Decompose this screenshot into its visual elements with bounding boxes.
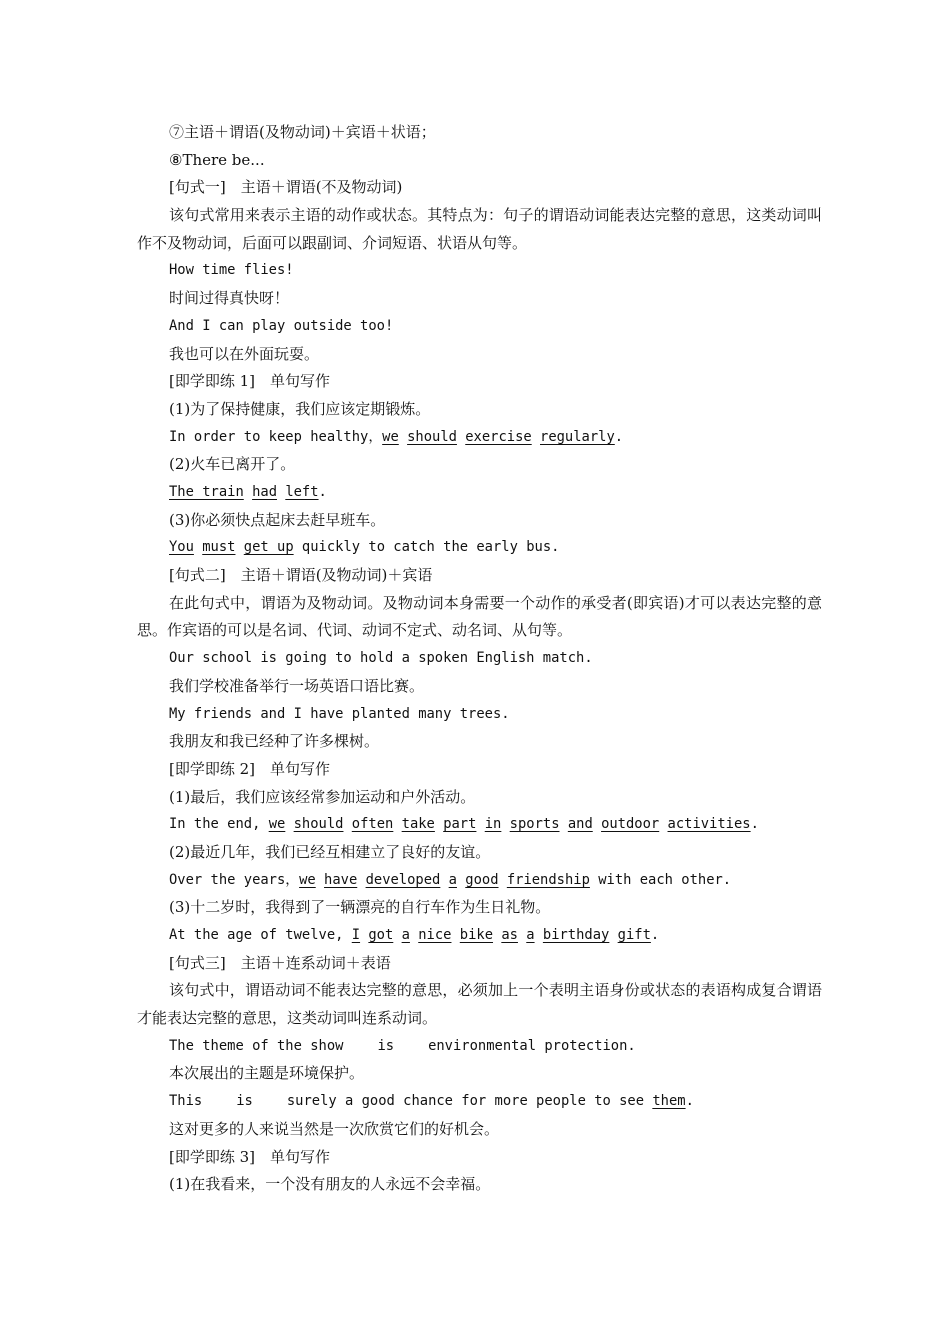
answer-blank: I: [351, 927, 361, 943]
example-subject: This: [169, 1093, 203, 1110]
section-3-example-2-zh: 这对更多的人来说当然是一次欣赏它们的好机会。: [169, 1119, 500, 1138]
answer-blank: a: [401, 927, 410, 943]
answer-blank: good: [465, 871, 499, 888]
answer-blank: outdoor: [601, 816, 660, 833]
answer-text: .: [318, 483, 327, 500]
section-3-example-1-en: [137, 1033, 822, 1061]
practice-1-question-3: (3)你必须快点起床去赶早班车。: [169, 510, 386, 529]
example-underlined-word: them: [652, 1093, 686, 1110]
answer-blank: we: [299, 871, 316, 888]
answer-blank: bike: [459, 927, 494, 943]
practice-2-answer-2: [137, 867, 822, 895]
pattern-item-8: ⑧There be...: [169, 150, 265, 169]
section-1-example-2-zh: 我也可以在外面玩耍。: [169, 344, 320, 363]
section-2-example-1-en: Our school is going to hold a spoken English match.: [169, 650, 593, 667]
answer-blank: should: [293, 816, 344, 833]
answer-blank: You: [169, 539, 194, 556]
answer-blank: have: [324, 871, 358, 888]
practice-1-answer-2: [137, 479, 822, 507]
section-3-example-1-zh: 本次展出的主题是环境保护。: [169, 1064, 365, 1083]
example-linking-verb: is: [377, 1037, 395, 1054]
answer-text: In the end,: [169, 816, 269, 833]
answer-blank: take: [401, 816, 435, 833]
section-3-description: 该句式中，谓语动词不能表达完整的意思，必须加上一个表明主语身份或状态的表语构成复合谓语才能表达完整的意思，这类动词叫连系动词。: [137, 981, 822, 1028]
answer-blank: sports: [509, 816, 560, 833]
answer-blank: friendship: [506, 871, 590, 888]
document-body: [137, 119, 822, 1199]
practice-2-answer-1: [137, 811, 822, 839]
answer-blank: as: [501, 927, 518, 943]
answer-blank: developed: [365, 871, 441, 888]
example-linking-verb: is: [236, 1093, 253, 1110]
answer-blank: and: [567, 816, 593, 833]
answer-text: Over the years，: [169, 871, 300, 888]
example-text: .: [685, 1093, 694, 1110]
answer-blank: activities: [667, 816, 751, 833]
answer-blank: in: [484, 816, 502, 833]
section-2-example-2-zh: 我朋友和我已经种了许多棵树。: [169, 732, 380, 751]
section-1-description: 该句式常用来表示主语的动作或状态。其特点为：句子的谓语动词能表达完整的意思，这类动词叫作不及物动词，后面可以跟副词、介词短语、状语从句等。: [137, 206, 822, 252]
answer-blank: left: [285, 483, 319, 500]
section-2-heading: [句式二] 主语＋谓语(及物动词)＋宾语: [169, 566, 433, 585]
answer-text: with each other.: [589, 871, 732, 888]
practice-2-answer-3: [137, 922, 822, 950]
practice-1-answer-1: [137, 424, 822, 452]
section-1-example-1-en: How time flies!: [169, 262, 294, 279]
practice-2-question-1: (1)最后，我们应该经常参加运动和户外活动。: [169, 787, 476, 806]
practice-1-question-2: (2)火车已离开了。: [169, 455, 296, 474]
answer-blank: we: [382, 428, 399, 445]
answer-text: At the age of twelve,: [169, 927, 352, 943]
pattern-item-7: ⑦主语＋谓语(及物动词)＋宾语＋状语；: [169, 123, 436, 141]
answer-blank: part: [443, 816, 477, 833]
answer-text: .: [614, 428, 624, 445]
practice-2-question-3: (3)十二岁时，我得到了一辆漂亮的自行车作为生日礼物。: [169, 898, 551, 917]
practice-2-question-2: (2)最近几年，我们已经互相建立了良好的友谊。: [169, 842, 491, 861]
section-3-example-2-en: [137, 1088, 822, 1116]
answer-text: quickly to catch the early bus.: [293, 539, 560, 556]
answer-blank: exercise: [465, 428, 532, 445]
practice-2-heading: [即学即练 2] 单句写作: [169, 759, 331, 778]
answer-blank: a: [526, 927, 535, 943]
answer-blank: get up: [243, 539, 294, 556]
answer-text: .: [750, 816, 759, 833]
answer-blank: regularly: [540, 428, 615, 445]
answer-blank: must: [202, 539, 236, 556]
answer-text: In order to keep healthy，: [169, 428, 383, 445]
practice-1-question-1: (1)为了保持健康，我们应该定期锻炼。: [169, 399, 431, 418]
section-2-example-1-zh: 我们学校准备举行一场英语口语比赛。: [169, 676, 425, 695]
practice-1-answer-3: [137, 534, 822, 562]
answer-blank: birthday: [542, 927, 610, 943]
example-predicative: environmental protection.: [428, 1037, 636, 1054]
answer-blank: gift: [617, 927, 651, 943]
answer-blank: had: [252, 483, 277, 500]
answer-blank: often: [351, 816, 394, 833]
practice-3-question-1: (1)在我看来，一个没有朋友的人永远不会幸福。: [169, 1175, 491, 1194]
answer-text: .: [650, 927, 660, 943]
section-1-example-1-zh: 时间过得真快呀！: [169, 289, 290, 308]
example-subject: The theme of the show: [169, 1037, 344, 1054]
example-predicative: surely a good chance for more people to see: [286, 1093, 653, 1110]
practice-3-heading: [即学即练 3] 单句写作: [169, 1147, 331, 1166]
section-1-heading: [句式一] 主语＋谓语(不及物动词): [169, 178, 403, 197]
answer-blank: The train: [169, 483, 244, 500]
answer-blank: a: [448, 871, 457, 888]
answer-blank: got: [368, 927, 394, 943]
section-1-example-2-en: And I can play outside too!: [169, 317, 394, 334]
section-2-example-2-en: My friends and I have planted many trees.: [169, 705, 510, 722]
section-2-description: 在此句式中，谓语为及物动词。及物动词本身需要一个动作的承受者(即宾语)才可以表达完整的意思。作宾语的可以是名词、代词、动词不定式、动名词、从句等。: [137, 593, 822, 640]
answer-blank: should: [407, 428, 457, 445]
answer-blank: nice: [418, 927, 452, 943]
section-3-heading: [句式三] 主语＋连系动词＋表语: [169, 953, 391, 972]
practice-1-heading: [即学即练 1] 单句写作: [169, 372, 331, 391]
answer-blank: we: [268, 816, 286, 833]
